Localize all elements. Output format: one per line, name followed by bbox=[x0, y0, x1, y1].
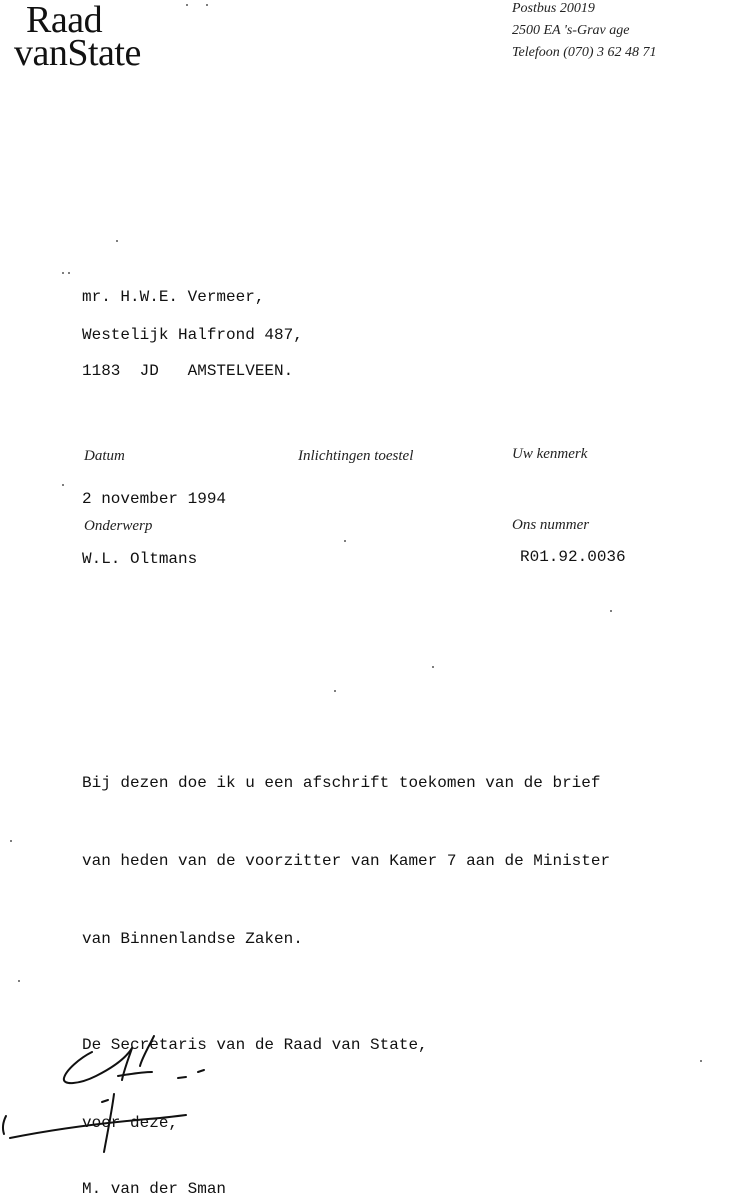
letterhead-address bbox=[512, 0, 657, 64]
body-line-1: Bij dezen doe ik u een afschrift toekomen van de brief bbox=[82, 774, 601, 792]
signatory-name: M. van der Sman bbox=[82, 1180, 227, 1198]
scan-speck bbox=[432, 666, 434, 668]
phone-number: Telefoon (070) 3 62 48 71 bbox=[512, 45, 657, 60]
subject-value: W.L. Oltmans bbox=[82, 550, 198, 568]
info-label: Inlichtingen toestel bbox=[298, 448, 414, 464]
raad-van-state-logo bbox=[14, 0, 141, 74]
scan-speck bbox=[186, 4, 188, 6]
scan-speck bbox=[68, 272, 70, 274]
scan-speck bbox=[610, 610, 612, 612]
logo-line-1: Raad bbox=[26, 0, 103, 41]
scan-speck bbox=[62, 484, 64, 486]
recipient-city: 1183 JD AMSTELVEEN. bbox=[82, 362, 294, 380]
logo-line-2: vanState bbox=[14, 32, 141, 74]
date-label: Datum bbox=[84, 448, 125, 464]
recipient-street: Westelijk Halfrond 487, bbox=[82, 326, 303, 344]
our-number-label: Ons nummer bbox=[512, 517, 590, 533]
scan-speck bbox=[334, 690, 336, 692]
our-number-value: R01.92.0036 bbox=[520, 548, 626, 566]
date-value: 2 november 1994 bbox=[82, 490, 227, 508]
letter-body bbox=[82, 718, 610, 1004]
ref-label: Uw kenmerk bbox=[512, 446, 588, 462]
postal-address: Postbus 20019 bbox=[512, 1, 595, 16]
scan-speck bbox=[10, 840, 12, 842]
scan-speck bbox=[344, 540, 346, 542]
handwritten-signature bbox=[0, 1030, 736, 1170]
scan-speck bbox=[62, 272, 64, 274]
scan-speck bbox=[18, 980, 20, 982]
subject-label: Onderwerp bbox=[84, 518, 153, 534]
body-line-3: van Binnenlandse Zaken. bbox=[82, 930, 303, 948]
scan-speck bbox=[206, 4, 208, 6]
scan-speck bbox=[700, 1060, 702, 1062]
body-line-2: van heden van de voorzitter van Kamer 7 aan de Minister bbox=[82, 852, 611, 870]
closing-line-1: De Secretaris van de Raad van State, bbox=[82, 1036, 428, 1054]
closing-line-2: voor deze, bbox=[82, 1114, 179, 1132]
recipient-name: mr. H.W.E. Vermeer, bbox=[82, 288, 265, 306]
postal-city: 2500 EA 's-Grav age bbox=[512, 23, 630, 38]
scan-speck bbox=[116, 240, 118, 242]
